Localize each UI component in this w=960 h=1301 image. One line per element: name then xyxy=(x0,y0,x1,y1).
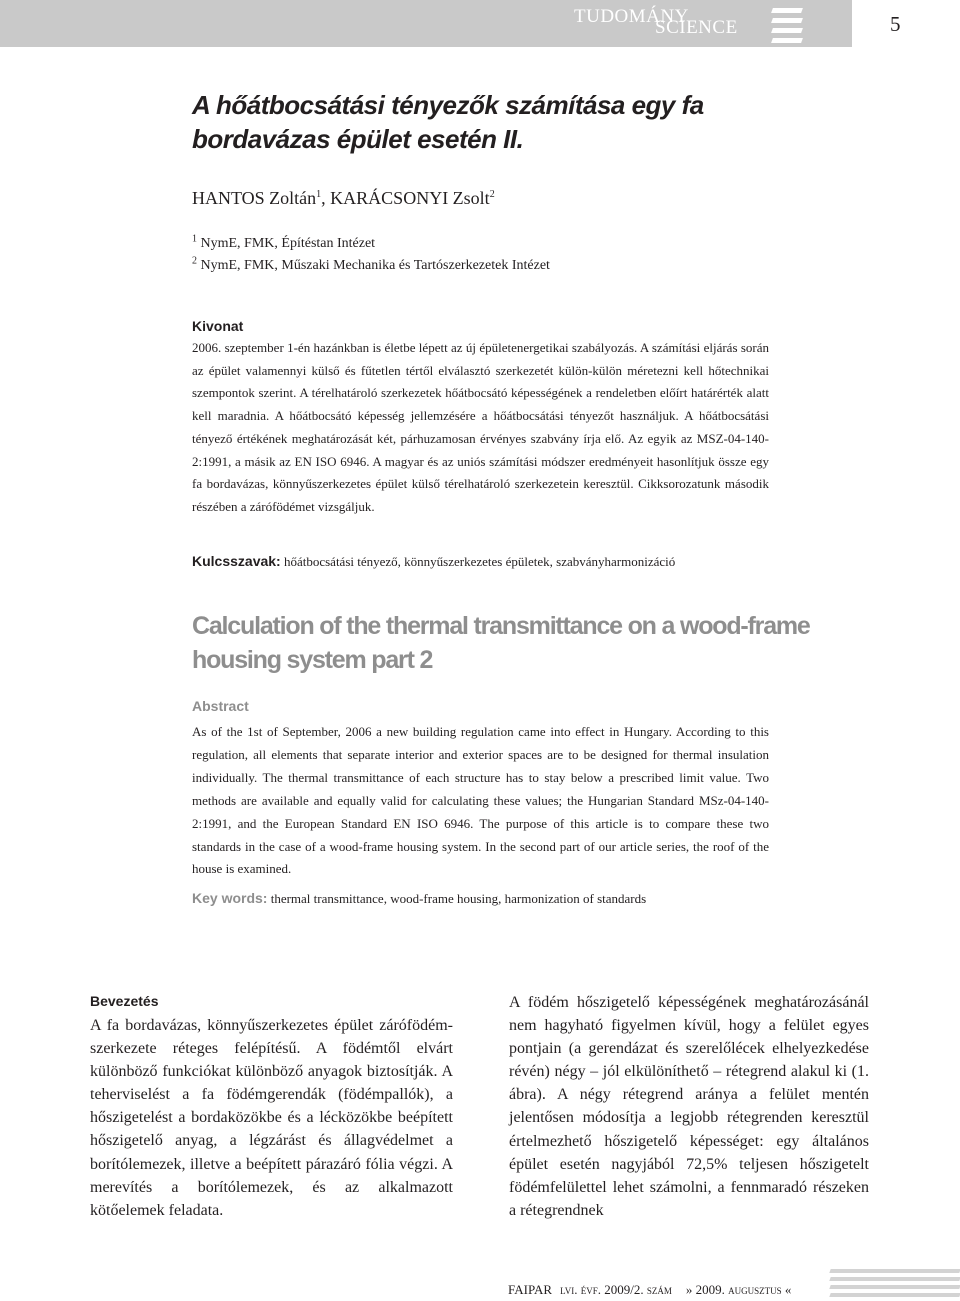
author-1-affiliation-mark: 1 xyxy=(316,189,322,200)
kulcsszavak-text: hőátbocsátási tényező, könnyűszerkezetes épületek, szabványharmonizáció xyxy=(280,554,676,569)
author-separator: , xyxy=(321,188,331,208)
author-line xyxy=(192,188,495,209)
kulcsszavak-label: Kulcsszavak: xyxy=(192,553,281,569)
affiliation-2 xyxy=(192,255,550,274)
footer-issue: lvi. évf. 2009/2. szám xyxy=(560,1282,672,1297)
kivonat-heading: Kivonat xyxy=(192,318,244,334)
affiliation-2-text: NymE, FMK, Műszaki Mechanika és Tartószerkezetek Intézet xyxy=(197,258,550,273)
keywords-en-text: thermal transmittance, wood-frame housing, harmonization of standards xyxy=(267,891,647,906)
affiliation-2-number: 2 xyxy=(192,255,197,267)
author-1: HANTOS Zoltán xyxy=(192,188,317,208)
body-column-left: A fa bordavázas, könnyűszerkezetes épület zárófödém-szerkezete réteges felépítésű. A födémtől elvárt különböző funkciókat különböző anyagok biztosítják. A teherviselést a fa födémgerendák (födémpallók), a hőszigetelést a bordaközökbe és a lécközökbe beépített hőszigetelő anyag, a légzárást és állagvédelmet a borítólemezek, illetve a beépített párazáró fólia végzi. A merevítés a borítólemezek, és az alkalmazott kötőelemek feladata. xyxy=(90,1017,453,1219)
page-number: 5 xyxy=(890,12,901,36)
affiliation-1-text: NymE, FMK, Építéstan Intézet xyxy=(197,236,376,251)
abstract-text: As of the 1st of September, 2006 a new building regulation came into effect in Hungary. According to this regulation, all elements that separate interior and exterior spaces are to be designed for thermal insulation individually. The thermal transmittance of each structure has to stay below a prescribed limit value. Two methods are available and equally valid for calculating these values; the Hungarian Standard MSz-04-140-2:1991, and the European Standard EN ISO 6946. The purpose of this article is to compare these two standards in the case of a wood-frame housing system. In the second part of our article series, the roof of the house is examined. xyxy=(192,724,769,877)
page-footer xyxy=(508,1282,791,1298)
english-title: Calculation of the thermal transmittance on a wood-frame housing system part 2 xyxy=(192,612,810,674)
page-header xyxy=(0,0,960,47)
kulcsszavak-line xyxy=(192,553,792,570)
author-2-affiliation-mark: 2 xyxy=(489,189,495,200)
author-2: KARÁCSONYI Zsolt xyxy=(330,188,490,208)
abstract-heading: Abstract xyxy=(192,698,249,714)
affiliation-1-number: 1 xyxy=(192,233,197,245)
affiliation-1 xyxy=(192,233,376,252)
header-word-tudomany: TUDOMÁNY xyxy=(574,6,689,27)
keywords-en-line xyxy=(192,890,812,907)
footer-stripes-decoration xyxy=(830,1265,960,1301)
article-title: A hőátbocsátási tényezők számítása egy fa bordavázas épület esetén II. xyxy=(192,90,704,154)
header-word-science: SCIENCE xyxy=(655,17,738,38)
kivonat-text: 2006. szeptember 1-én hazánkban is életbe lépett az új épületenergetikai szabályozás. A számítási eljárás során az épület valamennyi külső és fűtetlen tértől elválasztó szerkezetét külön-külön méretezni kell hőtechnikai szempontok szerint. A térelhatároló szerkezetek hőátbocsátó képességének a rendeletben előírt határérték alatt kell maradnia. A hőátbocsátó képesség jellemzésére a hőátbocsátási tényezőt használjuk. A hőátbocsátási tényező értékének meghatározását két, párhuzamosan érvényes szabvány írja elő. Az egyik az MSZ-04-140-2:1991, a másik az EN ISO 6946. A magyar és az uniós számítási módszer eredményeit hasonlítjuk össze egy fa bordavázas, könnyűszerkezetes épület külső térelhatároló szerkezetein keresztül. Cikksorozatunk második részében a zárófödémet vizsgáljuk. xyxy=(192,340,769,514)
bevezetes-heading: Bevezetés xyxy=(90,993,159,1009)
keywords-en-label: Key words: xyxy=(192,890,268,906)
footer-journal: FAIPAR xyxy=(508,1282,553,1297)
body-column-right: A födém hőszigetelő képességének meghatározásánál nem hagyható figyelmen kívül, hogy a felület egyes pontjain (a gerendázat és szerelőlécek elhelyezkedése révén) négy – jól elkülöníthető – rétegrend alakul ki (1. ábra). A négy rétegrend aránya a felület mentén jelentősen módosítja a legjobb rétegrenden keresztül értelmezhető hőszigetelő képességet: egy általános épület esetén nagyjából 72,5% teljesen hőszigetelt födémfelülettel lehet számolni, a fennmaradó részeken a rétegrendnek xyxy=(509,994,869,1219)
header-stripes-decoration xyxy=(772,0,802,47)
footer-date: » 2009. augusztus « xyxy=(685,1282,792,1297)
